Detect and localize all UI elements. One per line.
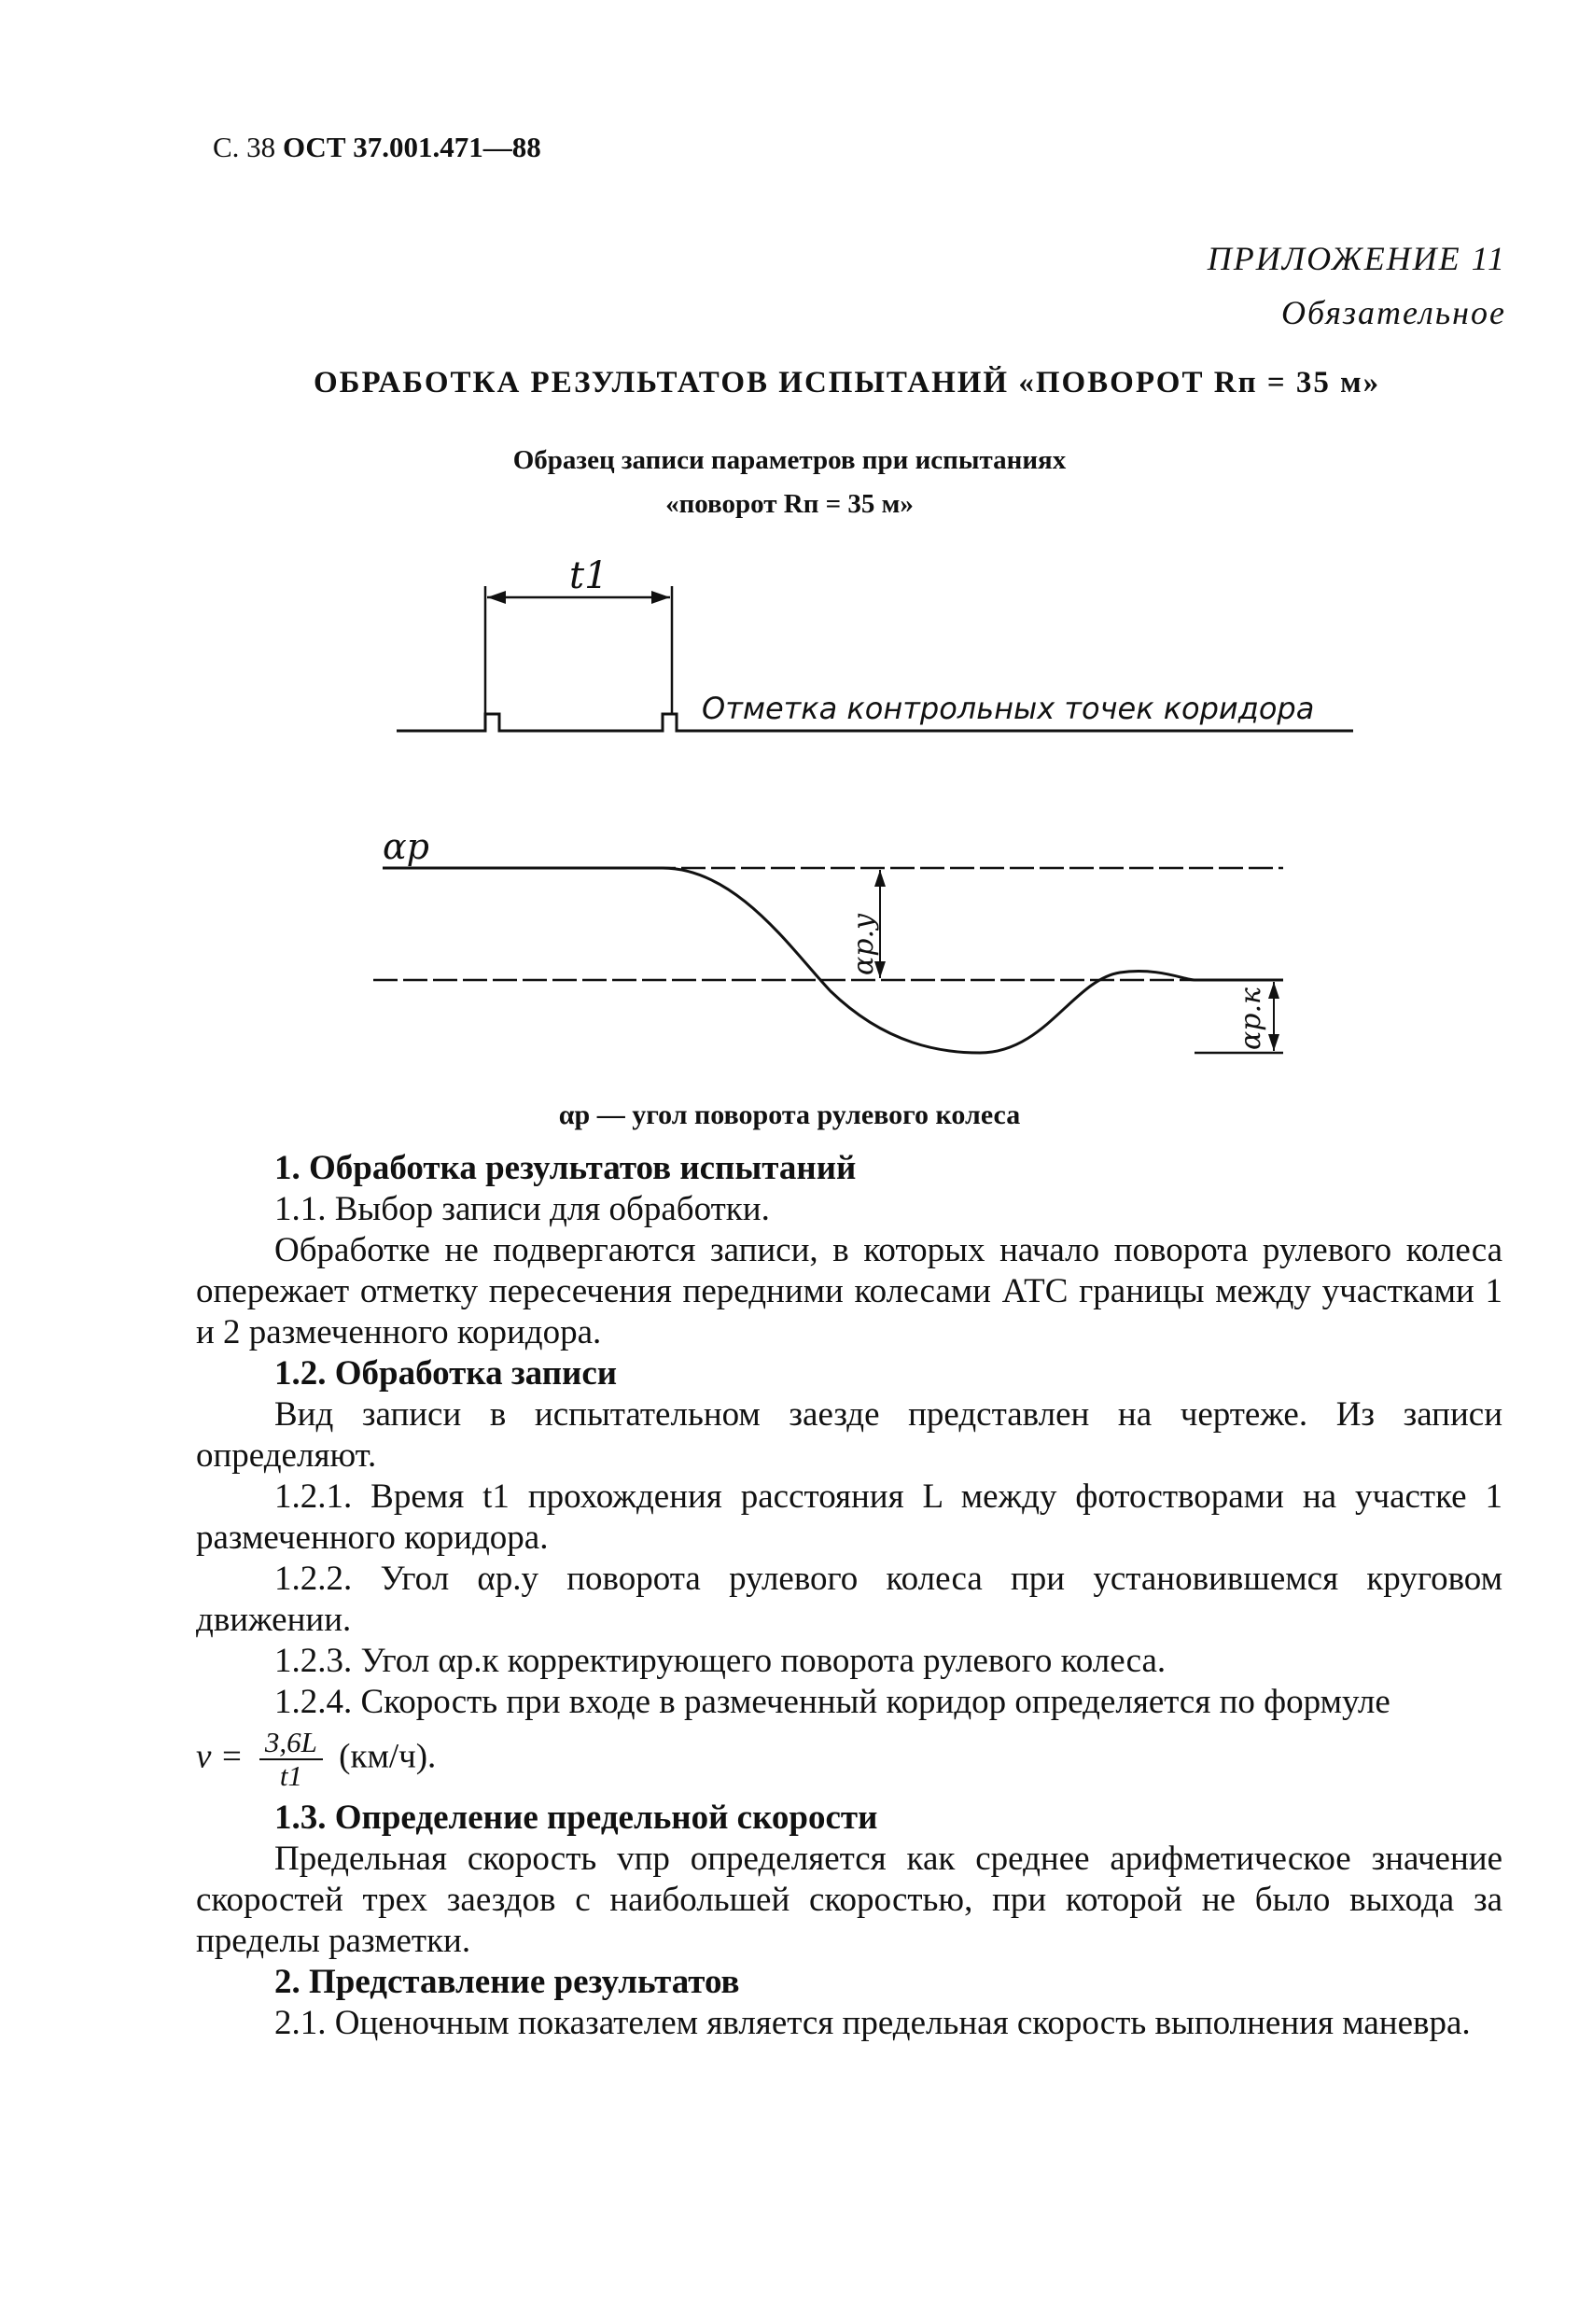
appendix-status: Обязательное: [1281, 294, 1506, 331]
t1-arrow-right: [651, 591, 670, 604]
formula-fraction: [259, 1727, 323, 1792]
section-1-2-1: 1.2.1. Время t1 прохождения расстояния L между фотостворами на участке 1 размеченного коридора.: [196, 1477, 1502, 1557]
page-header: [213, 131, 541, 164]
section-1-2-text: Вид записи в испытательном заезде представлен на чертеже. Из записи определяют.: [196, 1395, 1502, 1475]
alpha-rk-label: αр.к: [1235, 987, 1267, 1050]
control-marks-label: Отметка контрольных точек коридора: [702, 691, 1315, 726]
alpha-axis-label: αр: [383, 826, 429, 867]
record-diagram: [373, 560, 1362, 1120]
section-1-3-title: 1.3. Определение предельной скорости: [274, 1799, 878, 1837]
alpha-ry-arrow-up: [874, 870, 886, 887]
section-2-title: 2. Представление результатов: [274, 1963, 740, 2001]
alpha-rk-arrow-up: [1268, 982, 1279, 999]
section-1-1-text: Обработке не подвергаются записи, в которых начало поворота рулевого колеса опережает отметку пересечения передними колесами АТС границы между участками 1 и 2 размеченного коридора.: [196, 1231, 1502, 1351]
figure-subtitle-line2: «поворот Rп = 35 м»: [665, 489, 914, 519]
document-body: [196, 1148, 1502, 2044]
formula-unit: (км/ч).: [339, 1737, 437, 1776]
standard-number: ОСТ 37.001.471—88: [282, 131, 541, 163]
section-1-2-title: 1.2. Обработка записи: [274, 1354, 618, 1393]
document-title: ОБРАБОТКА РЕЗУЛЬТАТОВ ИСПЫТАНИЙ «ПОВОРОТ Rп = 35 м»: [314, 366, 1381, 399]
appendix-label: [1208, 231, 1506, 340]
section-2-1: 2.1. Оценочным показателем является предельная скорость выполнения маневра.: [274, 2004, 1471, 2042]
formula-v: v =: [196, 1737, 244, 1776]
section-1-2-4: 1.2.4. Скорость при входе в размеченный коридор определяется по формуле: [274, 1683, 1390, 1721]
page-number: С. 38: [213, 131, 276, 163]
section-1-2-2: 1.2.2. Угол αр.у поворота рулевого колеса при установившемся круговом движении.: [196, 1560, 1502, 1639]
section-1-2-3: 1.2.3. Угол αр.к корректирующего поворота рулевого колеса.: [274, 1642, 1167, 1680]
alpha-ry-label: αр.у: [847, 913, 880, 975]
section-1-3-text: Предельная скорость vпр определяется как среднее арифметическое значение скоростей трех заездов с наибольшей скоростью, при которой не было выхода за пределы разметки.: [196, 1840, 1502, 1960]
section-1-1: 1.1. Выбор записи для обработки.: [274, 1190, 770, 1228]
section-1-title: 1. Обработка результатов испытаний: [274, 1149, 857, 1187]
steering-angle-curve: [383, 868, 1283, 1053]
figure-caption: αр — угол поворота рулевого колеса: [558, 1099, 1021, 1130]
formula-denominator: t1: [279, 1759, 302, 1792]
alpha-rk-arrow-down: [1268, 1034, 1279, 1051]
figure-subtitle-line1: Образец записи параметров при испытаниях: [512, 445, 1067, 475]
t1-label: t1: [569, 560, 608, 597]
formula-line: [196, 1727, 1502, 1792]
t1-arrow-left: [487, 591, 506, 604]
appendix-title: ПРИЛОЖЕНИЕ 11: [1207, 240, 1506, 277]
formula-numerator: 3,6L: [259, 1727, 323, 1760]
